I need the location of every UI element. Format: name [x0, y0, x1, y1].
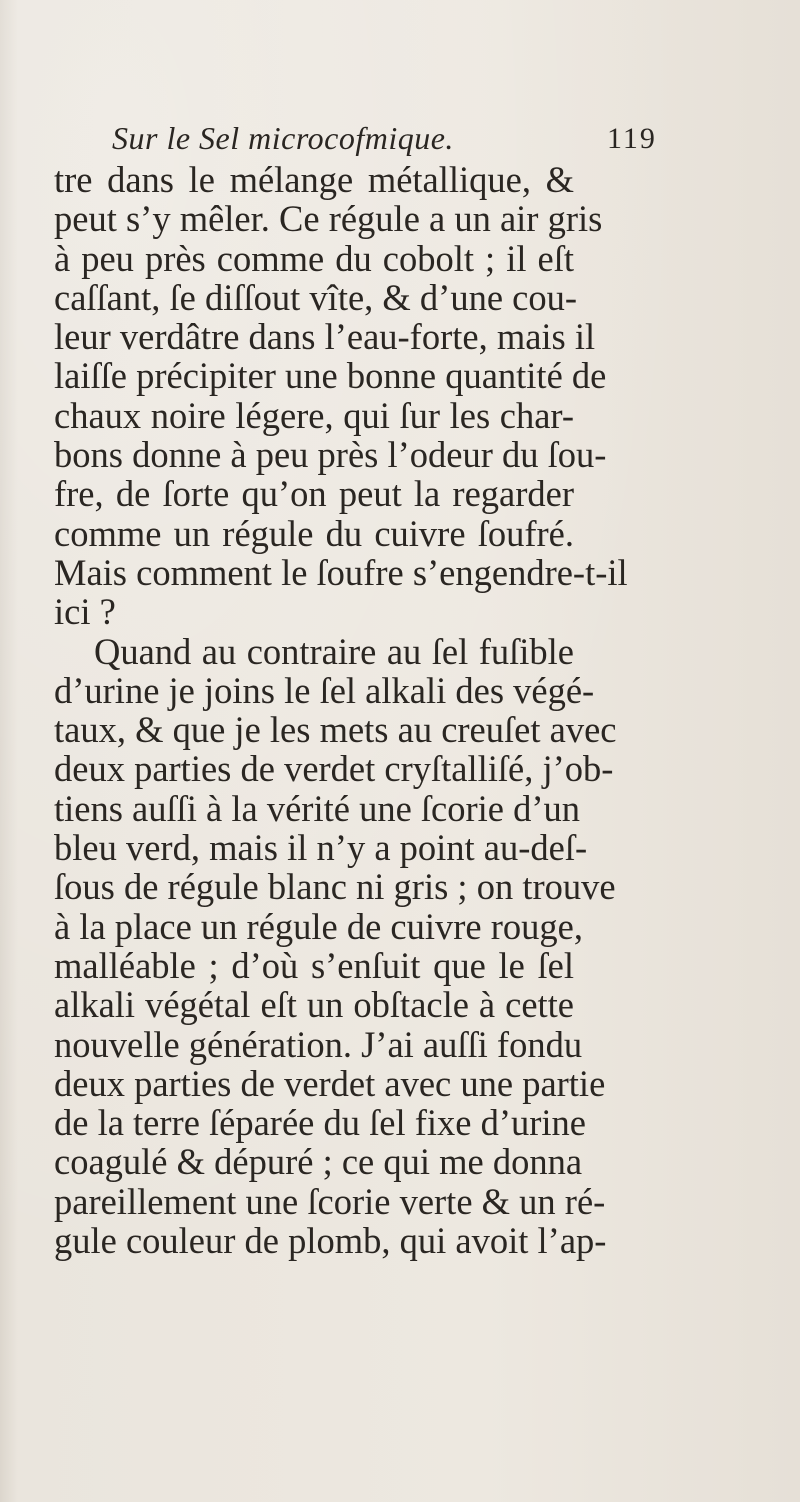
- text-line: deux parties de verdet avec une partie: [54, 1062, 606, 1104]
- text-line: tre dans le mélange métallique, &: [54, 159, 574, 200]
- text-line: caſſant, ſe diſſout vîte, & d’une cou-: [54, 276, 578, 318]
- text-line: gule couleur de plomb, qui avoit l’ap-: [54, 1220, 607, 1262]
- text-line: Mais comment le ſoufre s’engendre-t-il: [54, 551, 628, 593]
- text-line: à la place un régule de cuivre rouge,: [54, 905, 583, 947]
- text-line: d’urine je joins le ſel alkali des végé-: [54, 669, 595, 711]
- text-line: fre, de ſorte qu’on peut la regarder: [54, 473, 574, 515]
- text-line: à peu près comme du cobolt ; il eſt: [54, 237, 574, 279]
- text-line: deux parties de verdet cryſtalliſé, j’ob-: [54, 748, 614, 790]
- text-line: nouvelle génération. J’ai auſſi fondu: [54, 1023, 583, 1065]
- text-line: pareillement une ſcorie verte & un ré-: [54, 1180, 606, 1222]
- text-line: taux, & que je les mets au creuſet avec: [54, 709, 617, 751]
- page-number: 119: [607, 122, 657, 155]
- text-line: chaux noire légere, qui ſur les char-: [54, 394, 574, 436]
- text-line: de la terre ſéparée du ſel fixe d’urine: [54, 1102, 586, 1144]
- body-text: [54, 159, 628, 1262]
- text-line: bons donne à peu près l’odeur du ſou-: [54, 434, 607, 476]
- text-line: ſous de régule blanc ni gris ; on trouve: [54, 866, 616, 908]
- text-line: laiſſe précipiter une bonne quantité de: [54, 355, 607, 397]
- text-line: bleu verd, mais il n’y a point au-deſ-: [54, 827, 588, 869]
- text-line: alkali végétal eſt un obſtacle à cette: [54, 984, 574, 1026]
- text-line: coagulé & dépuré ; ce qui me donna: [54, 1141, 583, 1183]
- text-line: comme un régule du cuivre ſoufré.: [54, 512, 574, 554]
- text-line: tiens auſſi à la vérité une ſcorie d’un: [54, 787, 581, 829]
- text-line: malléable ; d’où s’enſuit que le ſel: [54, 944, 574, 986]
- running-title: Sur le Sel microcofmique.: [112, 120, 454, 156]
- text-line: leur verdâtre dans l’eau-forte, mais il: [54, 316, 596, 358]
- text-line: peut s’y mêler. Ce régule a un air gris: [54, 198, 603, 240]
- paragraph-start-line: Quand au contraire au ſel fuſible: [94, 630, 574, 672]
- text-line: ici ?: [54, 591, 116, 633]
- page-header: [112, 120, 712, 164]
